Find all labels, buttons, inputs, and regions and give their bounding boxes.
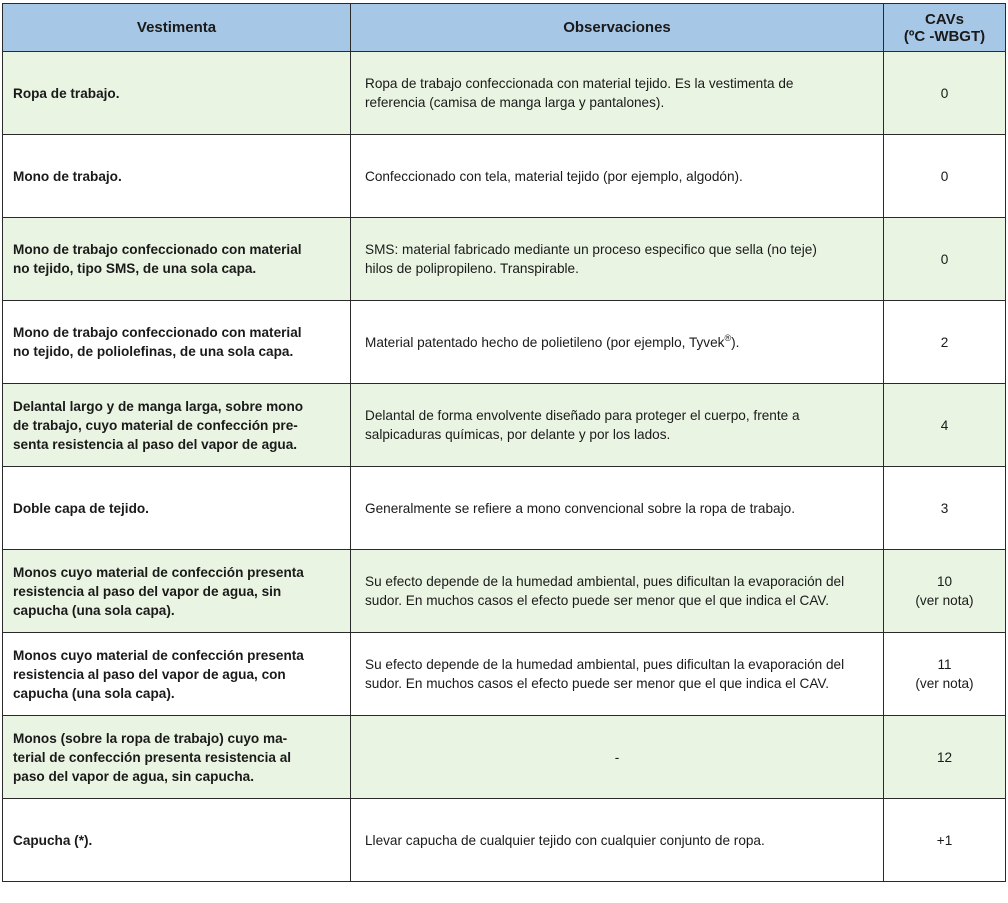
observaciones-cell: [351, 135, 884, 218]
observaciones-text: sudor. En muchos casos el efecto puede ser menor que el que indica el CAV.: [365, 676, 829, 691]
vestimenta-cell: [3, 716, 351, 799]
cav-note: (ver nota): [915, 593, 974, 608]
vestimenta-text: no tejido, tipo SMS, de una sola capa.: [13, 261, 257, 276]
vestimenta-cell: [3, 135, 351, 218]
observaciones-cell: [351, 633, 884, 716]
vestimenta-cell: [3, 550, 351, 633]
observaciones-main: Material patentado hecho de polietileno (por ejemplo, Tyvek: [365, 334, 725, 350]
cav-cell: [884, 633, 1006, 716]
cav-value: 12: [936, 749, 953, 765]
vestimenta-text: Doble capa de tejido.: [13, 500, 149, 516]
vestimenta-text: terial de confección presenta resistencia al: [13, 749, 292, 765]
vestimenta-text: senta resistencia al paso del vapor de agua.: [13, 436, 298, 452]
vestimenta-cell: [3, 384, 351, 467]
vestimenta-text: no tejido, de poliolefinas, de una sola capa.: [13, 344, 294, 359]
vestimenta-cell: [3, 633, 351, 716]
observaciones-cell: [351, 52, 884, 135]
cav-note: (ver nota): [915, 676, 974, 691]
table-row: [3, 218, 1006, 301]
table-row: [3, 52, 1006, 135]
table-row: [3, 467, 1006, 550]
vestimenta-text: Mono de trabajo.: [13, 168, 122, 184]
observaciones-cell: [351, 384, 884, 467]
observaciones-cell: [351, 799, 884, 882]
cav-value: 3: [940, 500, 949, 516]
observaciones-cell: [351, 550, 884, 633]
observaciones-text: Llevar capucha de cualquier tejido con cualquier conjunto de ropa.: [365, 832, 765, 848]
vestimenta-text: Ropa de trabajo.: [13, 85, 120, 101]
cav-value: 0: [940, 251, 949, 267]
table-row: [3, 550, 1006, 633]
vestimenta-text: Monos (sobre la ropa de trabajo) cuyo ma-: [13, 730, 288, 746]
observaciones-cell: [351, 218, 884, 301]
cav-value: 0: [940, 168, 949, 184]
table-row: [3, 301, 1006, 384]
header-vestimenta: Vestimenta: [3, 4, 351, 52]
vestimenta-cell: [3, 52, 351, 135]
observaciones-end: ).: [731, 334, 740, 350]
observaciones-cell: [351, 301, 884, 384]
table-row: [3, 799, 1006, 882]
cav-cell: [884, 135, 1006, 218]
registered-mark: ®: [724, 332, 732, 343]
vestimenta-cell: [3, 218, 351, 301]
vestimenta-text: Monos cuyo material de confección presenta: [13, 564, 304, 580]
table-row: [3, 135, 1006, 218]
observaciones-text: Delantal de forma envolvente diseñado para proteger el cuerpo, frente a: [365, 408, 800, 423]
vestimenta-text: resistencia al paso del vapor de agua, sin: [13, 583, 282, 599]
observaciones-text: Su efecto depende de la humedad ambiental, pues dificultan la evaporación del: [365, 574, 845, 589]
vestimenta-text: resistencia al paso del vapor de agua, con: [13, 666, 286, 682]
cav-cell: [884, 384, 1006, 467]
vestimenta-text: Mono de trabajo confeccionado con material: [13, 325, 302, 340]
vestimenta-text: Delantal largo y de manga larga, sobre mono: [13, 398, 304, 414]
observaciones-text: hilos de polipropileno. Transpirable.: [365, 261, 579, 276]
vestimenta-cell: [3, 301, 351, 384]
cav-value: 2: [940, 334, 949, 350]
observaciones-text: Su efecto depende de la humedad ambiental, pues dificultan la evaporación del: [365, 657, 845, 672]
vestimenta-cell: [3, 799, 351, 882]
cav-value: 11: [937, 657, 952, 672]
vestimenta-text: de trabajo, cuyo material de confección pre-: [13, 417, 298, 433]
header-cavs-line1: CAVs: [925, 10, 964, 28]
vestimenta-text: Mono de trabajo confeccionado con material: [13, 242, 302, 257]
observaciones-text: referencia (camisa de manga larga y pantalones).: [365, 95, 665, 110]
cav-cell: [884, 550, 1006, 633]
observaciones-text: [365, 333, 875, 352]
table-row: [3, 633, 1006, 716]
observaciones-text: -: [614, 749, 620, 765]
observaciones-cell: [351, 716, 884, 799]
header-observaciones: Observaciones: [351, 4, 884, 52]
cav-value: 10: [936, 574, 953, 589]
cav-cell: [884, 799, 1006, 882]
cav-value: 0: [940, 85, 949, 101]
vestimenta-text: Capucha (*).: [13, 832, 93, 848]
vestimenta-text: capucha (una sola capa).: [13, 685, 175, 701]
vestimenta-text: paso del vapor de agua, sin capucha.: [13, 768, 254, 784]
observaciones-text: Generalmente se refiere a mono convencional sobre la ropa de trabajo.: [365, 500, 795, 516]
cav-cell: [884, 467, 1006, 550]
cav-value: +1: [936, 832, 953, 848]
observaciones-cell: [351, 467, 884, 550]
header-cavs: [884, 4, 1006, 52]
observaciones-text: Ropa de trabajo confeccionada con material tejido. Es la vestimenta de: [365, 76, 794, 91]
observaciones-text: Confeccionado con tela, material tejido (por ejemplo, algodón).: [365, 168, 743, 184]
table-header-row: [3, 4, 1006, 52]
cav-cell: [884, 716, 1006, 799]
cav-cell: [884, 218, 1006, 301]
clothing-table-container: [2, 3, 1006, 882]
cav-cell: [884, 52, 1006, 135]
observaciones-text: salpicaduras químicas, por delante y por los lados.: [365, 427, 671, 442]
vestimenta-cell: [3, 467, 351, 550]
cav-value: 4: [940, 417, 949, 433]
table-row: [3, 384, 1006, 467]
vestimenta-text: capucha (una sola capa).: [13, 602, 175, 618]
cav-cell: [884, 301, 1006, 384]
vestimenta-text: Monos cuyo material de confección presenta: [13, 647, 304, 663]
observaciones-text: sudor. En muchos casos el efecto puede ser menor que el que indica el CAV.: [365, 593, 829, 608]
observaciones-text: SMS: material fabricado mediante un proceso especifico que sella (no teje): [365, 242, 817, 257]
table-row: [3, 716, 1006, 799]
clothing-table: [2, 3, 1006, 882]
header-cavs-line2: (ºC -WBGT): [903, 27, 986, 45]
